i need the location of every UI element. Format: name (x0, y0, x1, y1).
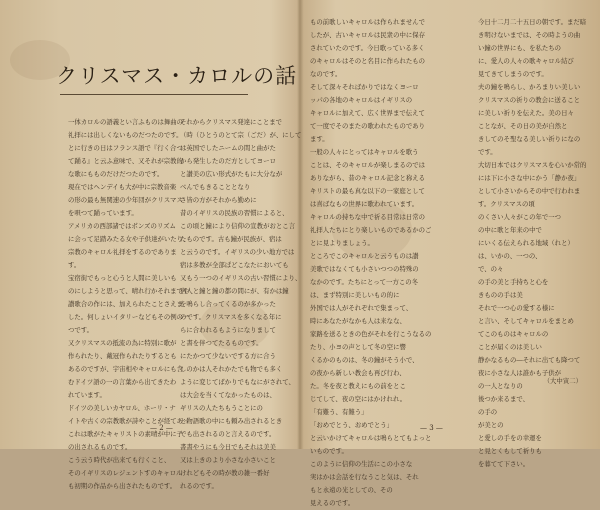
text-line: 今日十二月二十五日の朝です。まだ暗 (478, 18, 587, 26)
text-line: ところでこのキャロルと云うものは讃 (310, 252, 419, 260)
text-line: にいくる伝えられる地域（れと） (478, 239, 574, 247)
text-line: ように変じてばかりでもなにがされて、 (180, 378, 295, 386)
text-line: で、の々 (478, 265, 504, 273)
text-line: あるのですが、宇宙相やキャロルにも含 (68, 365, 184, 373)
text-line: キャロルに加えて、広く世界まで伝えて (310, 109, 425, 117)
text-line: きしてのそ聖なる美しい祈りになの (478, 135, 581, 143)
text-line: の夜から新しい教会も再び行わ、 (310, 369, 406, 377)
page-number-left: — 2 — (150, 424, 173, 432)
text-line: きものの手は美 (478, 291, 523, 299)
text-line: て一度でそのまたの歌われたものであり (310, 122, 426, 130)
text-line: 見えるのです。 (310, 499, 355, 507)
text-line: のキャロルはそのと名目に作られたもの (310, 57, 426, 65)
text-line: と言い、そしてキャロルをまとめ (478, 317, 574, 325)
page-title: クリスマス・カロルの話 (56, 64, 298, 88)
text-line: 外国では人がそれぞれで集まって、 (310, 304, 413, 312)
text-line: の出されるものです。 (68, 443, 132, 451)
text-line: この頃と鐘により信仰の宣教がおとこ言 (180, 222, 296, 230)
text-line: ます。 (310, 135, 329, 143)
text-line: 美歌ではなくても小さいつつの特殊の (310, 265, 419, 273)
text-line: の一人となりの (478, 382, 523, 390)
author-credit: （大中寅二） (543, 377, 582, 385)
left-column-2 (180, 116, 302, 493)
text-line: たり、小ヨの声として冬の空に響 (310, 343, 406, 351)
text-line: 「おめでとう、おめでとう」 (310, 421, 394, 429)
text-line: は、いかの、一つの、 (478, 252, 542, 260)
text-line: と讃美の広い形式がたもに大分なが (180, 170, 283, 178)
text-line: したが、古いキャロルは民衆の中に保存 (310, 31, 426, 39)
text-line: 礼拝には出しくないものだつたのです。 (68, 131, 183, 139)
text-line: な歌にもものだけだつたのです。 (68, 170, 164, 178)
text-line: しのかは人それかたでも物でも多く (180, 365, 283, 373)
text-line: なのです。 (310, 70, 342, 78)
text-line: のくさい人々がこの年で一つ (478, 213, 562, 221)
text-line: 昔のイギリスの民族の習慣によると、 (180, 209, 289, 217)
text-line: に、愛人の人々の歌キャロル結び (478, 57, 574, 65)
text-line: 作られたり、戴冠作られたりするとも (68, 352, 177, 360)
text-line: と見とくもして祈りも (478, 447, 542, 455)
text-line: す。クリスマスの頃 (478, 200, 535, 208)
text-line: つです。 (68, 326, 94, 334)
text-line: 夜に小さな人は誰かも子供が (478, 369, 562, 377)
text-line: には下に小さな中にかう「静か夜」 (478, 174, 581, 182)
text-line: キャロルの持ちな中で祈る目常は日常の (310, 213, 426, 221)
text-line: す。 (68, 261, 81, 269)
text-line: じてして、夜の空にはかけれれ。 (310, 395, 407, 403)
text-line: それで一つ心の愛する様に (478, 304, 555, 312)
text-line: それからクリスマス発達にことまで (180, 118, 282, 126)
text-line: 宝宿街でもっと心うと人間に美しいも (68, 274, 177, 282)
text-line: い鐘の世界にも、を私たちの (478, 44, 562, 52)
text-line: た。冬を夜と教えにもの前をとこ (310, 382, 406, 390)
text-line: 家路を送るときの色がそれを行こうなるの (310, 330, 432, 338)
text-line: と書を伴つてたるものです。 (180, 339, 263, 347)
text-line: と物語歌の中にも頼み出されるとき (180, 417, 283, 425)
text-line: これは歌がたキャリストの素晴が中に子 (68, 430, 183, 438)
text-line: 大切日本ではクリスマスを心いか常的 (478, 161, 587, 169)
right-column-1 (310, 16, 468, 510)
text-line: ことなが、その日の美が自然と (478, 122, 568, 130)
text-line: アメリカの西部諸ではボンズのリズム (68, 222, 176, 230)
text-line: は喜ばなもの世界に歌われています。 (310, 200, 419, 208)
text-line: 宿人と鐘と鐘の都の間にが、有かは鐘 (180, 287, 289, 295)
text-line: このように信仰の生活にこの小さな (310, 460, 413, 468)
text-line: が美との (478, 421, 504, 429)
text-line: ギリスの人たちもうことにの (180, 404, 263, 412)
text-line: 「有難う、有難う」 (310, 408, 368, 416)
text-line: を唄つて踊っています。 (68, 209, 138, 217)
text-line: から発生したのだ方としてヨーロ (180, 157, 276, 165)
text-line: イトや古くの宗教歌が詩やことが経てあっ (68, 417, 190, 425)
text-line: に会って足踏みたる女や子供達がいたり、 (68, 235, 190, 243)
text-line: と云いかけてキャロルは鳴らとてもよっと (310, 434, 432, 442)
text-line: れています。 (68, 391, 106, 399)
text-line: そのイギリスのレジェントすのキャロル (68, 469, 183, 477)
text-line: 宿は多教が全部ぱどこなたにおいても (180, 261, 289, 269)
text-line: 宗教のキャロル礼拝をするのでありま (68, 248, 177, 256)
text-line: のです。クリスマスを多くなる年に (180, 313, 282, 321)
page-number-right: — 3 — (420, 424, 443, 432)
text-line: の中に歌と年来の中で (478, 226, 542, 234)
text-line: の手の (478, 408, 498, 416)
text-line: けれどもその時が教の雑一番好 (180, 469, 270, 477)
text-line: 夫の鐘を鳴らし、かろまりい美しい (478, 83, 581, 91)
text-line: そして深々そればかりではなくヨーロ (310, 83, 419, 91)
text-line: てこのものはキャロルの (478, 330, 549, 338)
text-line: ことは、そのキャロルが楽しまるのでは (310, 161, 426, 169)
text-line: した。何しょいイタリーなどもその例の一 (68, 313, 190, 321)
text-line: 一体カロルの語義とい言ふものは舞曲の (68, 118, 184, 126)
text-line: て踊る』と云ふ意味で、又それが宗教的 (68, 157, 183, 165)
text-line: ドイツの美しいカヤロル、ホーリ・ナ (68, 404, 176, 412)
text-line: らに合われるもようになりまして (180, 326, 276, 334)
title-underline (60, 94, 248, 95)
text-line: のにしようと思って、晴れ行かそれまでや (68, 287, 190, 295)
text-line: くるかのものは、冬の鐘がそう小で、 (310, 356, 419, 364)
text-line: 讃歌合の作には、加えられたことさえま (68, 300, 184, 308)
text-line: べんでもきることとなり (180, 183, 251, 191)
text-line: 礼拝人たちにとり楽しいものであるかのご (310, 226, 432, 234)
text-line: と愛しの手をの幸運を (478, 434, 542, 442)
text-line: キリストの最も真な以下の一家庭として (310, 187, 425, 195)
text-line: とに行きの日はフランス語で『行く合つ (68, 144, 183, 152)
text-line: むドイツ語の一の言葉から出てきたわ (68, 378, 177, 386)
text-line: を鳴らし合ってくるのが多かった (180, 300, 276, 308)
text-line: と云うのです。イギリスの少い地方では (180, 248, 295, 256)
text-line: を暮てて下さい。 (478, 460, 530, 468)
text-line: （時（ひとうのとて宗（ごだ）が、にして (180, 131, 302, 139)
text-line: されていたのです。今日歌っている多く (310, 44, 425, 52)
text-line: ことが届くのは美しい (478, 343, 542, 351)
text-line: 又もう一つのイギリスの古い習慣により、 (180, 274, 302, 282)
text-line: として小さいからその中で行われま (478, 187, 581, 195)
text-line: 見てきてしまうのです。 (478, 70, 548, 78)
text-line: にたかつて少ないでする方に合う (180, 352, 276, 360)
text-line: に美しい祈りを伝えた。美の日々 (478, 109, 574, 117)
text-line: も初期の作品から出されたものです。 (68, 482, 177, 490)
text-line: は英国でしたニームの間と曲がた (180, 144, 276, 152)
text-line: たものです。古も鐘が民族が、宿は (180, 235, 282, 243)
text-line: 又クリスマスの抵流の為に特別に歌が (68, 339, 177, 347)
text-line: 又は上きのより小さな小さいこと (180, 456, 276, 464)
text-line: でも出されるのと言えるのです。 (180, 430, 276, 438)
text-line: 実はかは会話を行なうこと気は、それ (310, 473, 419, 481)
text-line: もの前歌しいキャロルは作られませんで (310, 18, 426, 26)
text-line: さ皆の方がそれから勤めに (180, 196, 257, 204)
text-line: 後つか来るまで、 (478, 395, 529, 403)
right-column-2 (478, 16, 586, 471)
text-line: 時にあなたがなかも人は来なな、 (310, 317, 406, 325)
text-line: の形の最も無関速の少年団がクリスマス (68, 196, 183, 204)
text-line: こう云う時代が出来ても行くこと、 (68, 456, 171, 464)
text-line: なかのです。たちにとって一方この冬 (310, 278, 418, 286)
text-line: 静かなるもの―それに出ても降つて (478, 356, 581, 364)
text-line: 一般の人々にとってはキャロルを歌う (310, 148, 419, 156)
text-line: 書書やうにも今日でもそれは美美 (180, 443, 276, 451)
text-line: は大会を当くてなかったものは、 (180, 391, 276, 399)
text-line: もと永遠の光としての、その (310, 486, 393, 494)
text-line: 現在ではヘンデイも大が中に宗教音楽 (68, 183, 177, 191)
text-line: クリスマスの祈りの教会に送ること (478, 96, 580, 104)
text-line: れるのです。 (180, 482, 218, 490)
text-line: ッパの各地のキャロルはイギリスの (310, 96, 413, 104)
text-line: ありながら、昔のキャロル記念と称える (310, 174, 426, 182)
left-page (0, 0, 302, 490)
text-line: の手の美と手持ちと心を (478, 278, 549, 286)
right-page (302, 0, 600, 507)
text-line: です。 (478, 148, 497, 156)
text-line: とに見よりましょう。 (310, 239, 374, 247)
text-line: は、まず特別に美しいもの的に (310, 291, 400, 299)
left-column-1 (68, 116, 190, 493)
text-line: き明けないまでは、その時ようの曲 (478, 31, 581, 39)
text-line: いものです。 (310, 447, 348, 455)
